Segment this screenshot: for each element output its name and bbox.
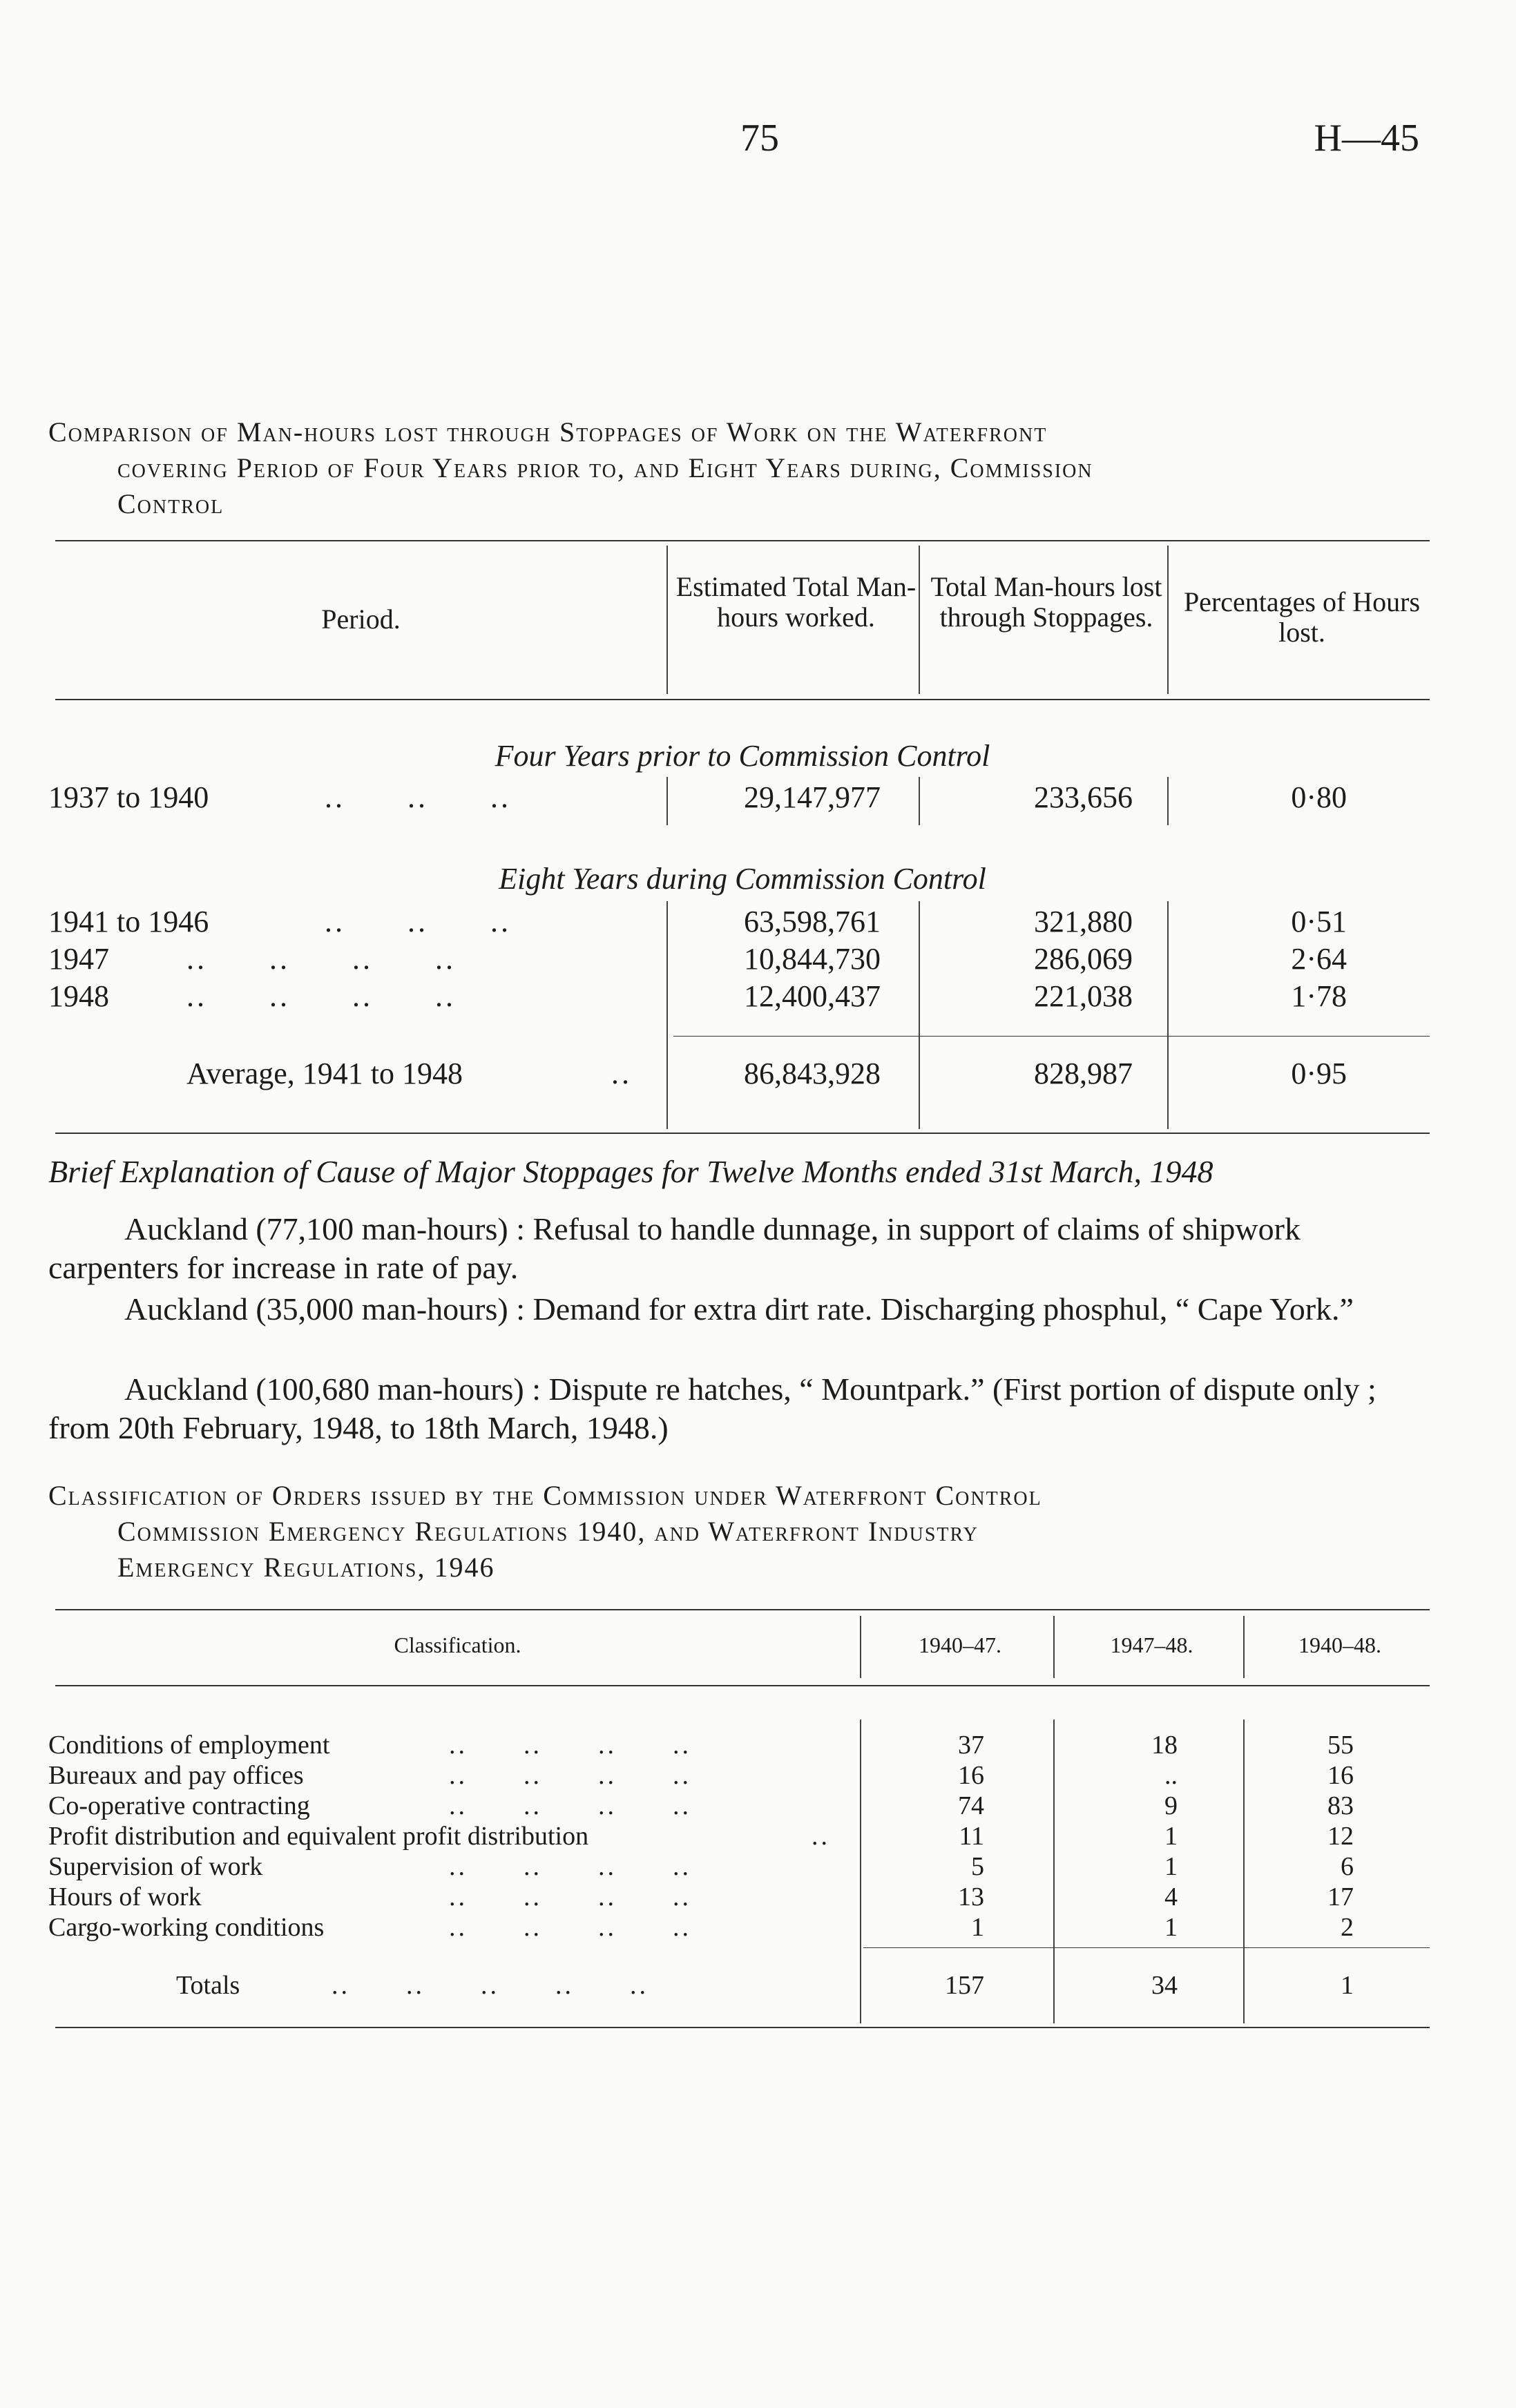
col-hours-lost: Total Man-hours lost through Stoppages. bbox=[930, 571, 1162, 633]
table1-vline bbox=[919, 777, 920, 825]
row-period: 1941 to 1946 bbox=[48, 905, 209, 938]
class-1940-48: 6 bbox=[1341, 1852, 1354, 1881]
row-worked: 63,598,761 bbox=[744, 905, 881, 938]
explanation-para-3: Auckland (100,680 man-hours) : Dispute re hatches, “ Mountpark.” (First portion of dispute only ; from 20th February, 1948, to 18th March, 1948.) bbox=[48, 1371, 1376, 1445]
col-percentage: Percentages of Hours lost. bbox=[1183, 586, 1421, 648]
table1-vline bbox=[1167, 777, 1169, 825]
row-pct: 0·80 bbox=[1291, 780, 1347, 814]
class-1940-48: 83 bbox=[1327, 1791, 1354, 1820]
class-1947-48: 18 bbox=[1151, 1731, 1178, 1760]
table2-heading bbox=[48, 1478, 1430, 1586]
table2-vline bbox=[860, 1616, 861, 1678]
table2-vline bbox=[1243, 1720, 1245, 2023]
table2-bottom-rule bbox=[55, 2027, 1430, 2028]
class-1947-48: 4 bbox=[1164, 1882, 1178, 1911]
table2-top-rule bbox=[55, 1609, 1430, 1610]
row-worked: 12,400,437 bbox=[744, 979, 881, 1013]
table1-heading-line3: Control bbox=[117, 488, 224, 519]
table1-header-rule bbox=[55, 699, 1430, 700]
table2-totals-rule bbox=[863, 1947, 1430, 1948]
leader-dots: .. .. .. .. bbox=[449, 1761, 691, 1790]
totals-1947-48: 34 bbox=[1151, 1971, 1178, 2000]
row-lost: 221,038 bbox=[1034, 979, 1133, 1013]
table2-heading-line3: Emergency Regulations, 1946 bbox=[117, 1552, 495, 1583]
class-label: Profit distribution and equivalent profit distribution bbox=[48, 1822, 589, 1851]
table1-average-rule bbox=[673, 1036, 1430, 1037]
leader-dots: .. bbox=[611, 1057, 632, 1090]
row-worked: 10,844,730 bbox=[744, 942, 881, 976]
leader-dots: .. .. .. .. bbox=[449, 1852, 691, 1881]
class-label: Co-operative contracting bbox=[48, 1791, 310, 1820]
class-1947-48: 1 bbox=[1164, 1852, 1178, 1881]
class-1940-47: 11 bbox=[959, 1822, 984, 1851]
class-1940-47: 5 bbox=[971, 1852, 984, 1881]
totals-label: Totals bbox=[176, 1971, 240, 2000]
table2-heading-line2: Commission Emergency Regulations 1940, and Waterfront Industry bbox=[117, 1516, 979, 1547]
class-1940-47: 74 bbox=[958, 1791, 984, 1820]
table1-heading-line2: covering Period of Four Years prior to, and Eight Years during, Commission bbox=[117, 452, 1093, 483]
class-1947-48: 9 bbox=[1164, 1791, 1178, 1820]
class-label: Supervision of work bbox=[48, 1852, 263, 1881]
row-period: 1937 to 1940 bbox=[48, 780, 209, 814]
col-period: Period. bbox=[321, 604, 401, 635]
table2-vline bbox=[1053, 1720, 1055, 2023]
col-1947-48: 1947–48. bbox=[1110, 1632, 1193, 1657]
leader-dots: .. .. .. .. bbox=[186, 942, 456, 976]
class-label: Hours of work bbox=[48, 1882, 202, 1911]
table2-header-rule bbox=[55, 1685, 1430, 1686]
class-1940-47: 13 bbox=[958, 1882, 984, 1911]
totals-1940-47: 157 bbox=[945, 1971, 984, 2000]
leader-dots: .. .. .. bbox=[325, 780, 511, 814]
table1-heading bbox=[48, 414, 1423, 522]
leader-dots: .. .. .. .. bbox=[449, 1731, 691, 1760]
row-worked: 29,147,977 bbox=[744, 780, 881, 814]
leader-dots: .. bbox=[812, 1822, 830, 1851]
page-reference: H—45 bbox=[1314, 117, 1419, 160]
row-pct: 1·78 bbox=[1291, 979, 1347, 1013]
col-estimated-worked: Estimated Total Man-hours worked. bbox=[675, 571, 917, 633]
table2-vline bbox=[860, 1720, 861, 2023]
totals-1940-48: 1 bbox=[1341, 1971, 1354, 2000]
class-1947-48: 1 bbox=[1164, 1822, 1178, 1851]
class-1940-48: 55 bbox=[1327, 1731, 1354, 1760]
page-number: 75 bbox=[740, 117, 779, 160]
table2-heading-line1: Classification of Orders issued by the Commission under Waterfront Control bbox=[48, 1480, 1042, 1511]
average-lost: 828,987 bbox=[1034, 1057, 1133, 1090]
class-label: Cargo-working conditions bbox=[48, 1913, 325, 1942]
table1-bottom-rule bbox=[55, 1133, 1430, 1134]
table2-vline bbox=[1053, 1616, 1055, 1678]
class-1940-48: 12 bbox=[1327, 1822, 1354, 1851]
row-lost: 233,656 bbox=[1034, 780, 1133, 814]
class-1947-48: 1 bbox=[1164, 1913, 1178, 1942]
table2-vline bbox=[1243, 1616, 1245, 1678]
average-worked: 86,843,928 bbox=[744, 1057, 881, 1090]
explanation-title: Brief Explanation of Cause of Major Stoppages for Twelve Months ended 31st March, 1948 bbox=[48, 1154, 1213, 1189]
table1-vline bbox=[666, 777, 668, 825]
class-label: Bureaux and pay offices bbox=[48, 1761, 304, 1790]
table1-vline bbox=[666, 901, 668, 1129]
average-pct: 0·95 bbox=[1291, 1057, 1347, 1090]
col-1940-48: 1940–48. bbox=[1298, 1632, 1381, 1657]
table1-vline bbox=[666, 546, 668, 694]
class-label: Conditions of employment bbox=[48, 1731, 330, 1760]
class-1940-47: 16 bbox=[958, 1761, 984, 1790]
class-1947-48: .. bbox=[1164, 1761, 1178, 1790]
row-pct: 2·64 bbox=[1291, 942, 1347, 976]
class-1940-48: 2 bbox=[1341, 1913, 1354, 1942]
explanation-para-2: Auckland (35,000 man-hours) : Demand for extra dirt rate. Discharging phosphul, “ Cape York.” bbox=[124, 1291, 1354, 1327]
col-1940-47: 1940–47. bbox=[919, 1632, 1001, 1657]
leader-dots: .. .. .. .. bbox=[186, 979, 456, 1013]
table1-vline bbox=[1167, 901, 1169, 1129]
average-label: Average, 1941 to 1948 bbox=[186, 1057, 463, 1090]
col-classification: Classification. bbox=[394, 1632, 521, 1657]
row-pct: 0·51 bbox=[1291, 905, 1347, 938]
leader-dots: .. .. .. bbox=[325, 905, 511, 938]
class-1940-47: 1 bbox=[971, 1913, 984, 1942]
leader-dots: .. .. .. .. bbox=[449, 1913, 691, 1942]
leader-dots: .. .. .. .. bbox=[449, 1882, 691, 1911]
section-prior: Four Years prior to Commission Control bbox=[495, 739, 990, 773]
table1-heading-line1: Comparison of Man-hours lost through Stoppages of Work on the Waterfront bbox=[48, 416, 1048, 447]
table1-top-rule bbox=[55, 540, 1430, 541]
class-1940-47: 37 bbox=[958, 1731, 984, 1760]
table1-vline bbox=[1167, 546, 1169, 694]
class-1940-48: 16 bbox=[1327, 1761, 1354, 1790]
leader-dots: .. .. .. .. .. bbox=[332, 1971, 649, 2000]
row-lost: 321,880 bbox=[1034, 905, 1133, 938]
table1-vline bbox=[919, 901, 920, 1129]
row-period: 1948 bbox=[48, 979, 109, 1013]
class-1940-48: 17 bbox=[1327, 1882, 1354, 1911]
leader-dots: .. .. .. .. bbox=[449, 1791, 691, 1820]
row-period: 1947 bbox=[48, 942, 109, 976]
section-during: Eight Years during Commission Control bbox=[499, 862, 986, 896]
row-lost: 286,069 bbox=[1034, 942, 1133, 976]
table1-vline bbox=[919, 546, 920, 694]
explanation-para-1: Auckland (77,100 man-hours) : Refusal to handle dunnage, in support of claims of shipwork carpenters for increase in rate of pay. bbox=[48, 1211, 1301, 1285]
